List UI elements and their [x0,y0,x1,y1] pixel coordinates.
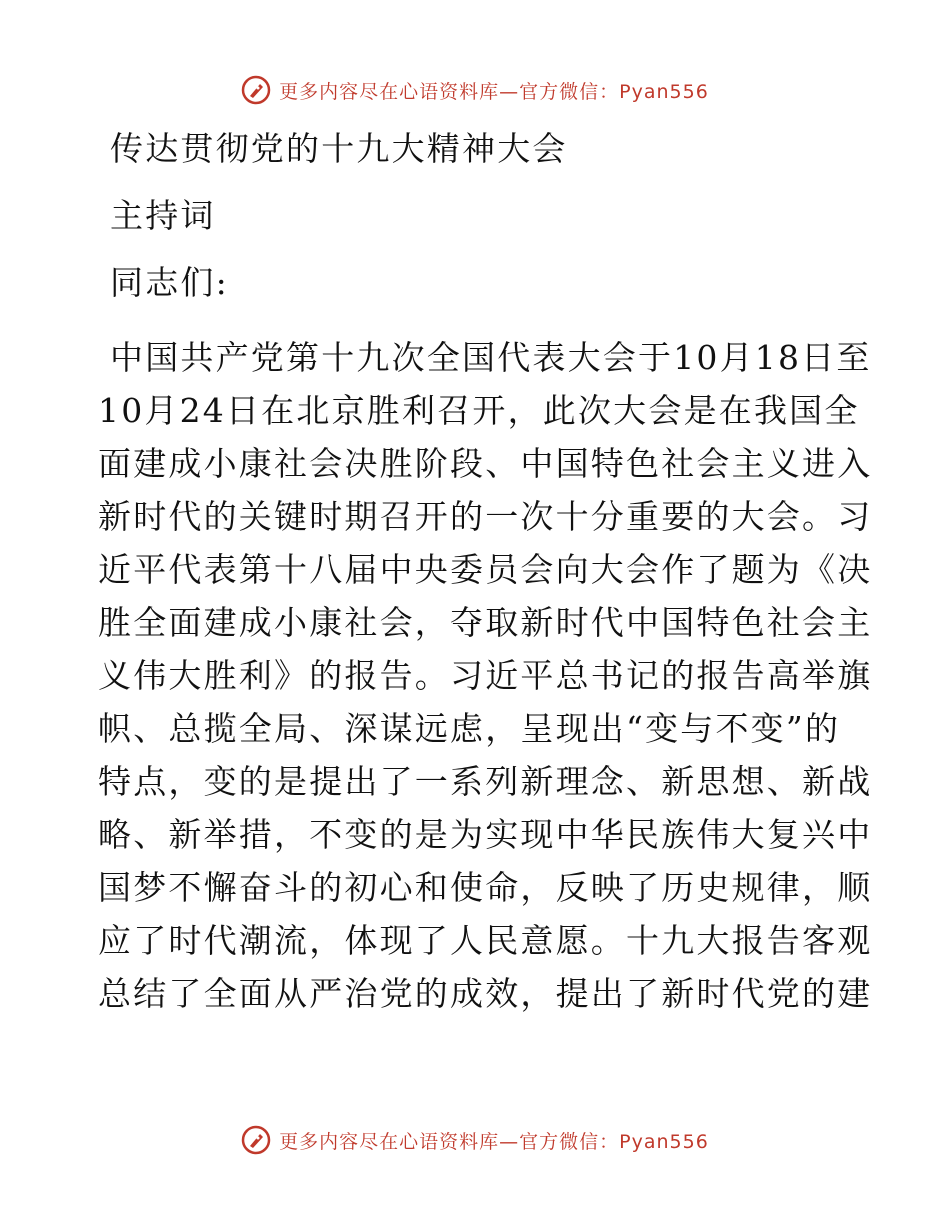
paragraph-line: 帜、总揽全局、深谋远虑，呈现出“变与不变”的 [98,709,841,748]
paragraph-line: 10月24日在北京胜利召开，此次大会是在我国全 [98,391,860,430]
paragraph-line: 国梦不懈奋斗的初心和使命，反映了历史规律，顺 [98,868,873,907]
paragraph-line: 新时代的关键时期召开的一次十分重要的大会。习 [98,497,873,536]
paragraph-line: 胜全面建成小康社会，夺取新时代中国特色社会主 [98,603,873,642]
watermark-text: 更多内容尽在心语资料库—官方微信：Pyan556 [279,1130,709,1153]
footer-watermark [0,1120,950,1160]
pen-nib-logo-icon [241,75,271,105]
paragraph [98,331,873,1020]
paragraph-line: 面建成小康社会决胜阶段、中国特色社会主义进入 [98,444,873,483]
paragraph-line: 特点，变的是提出了一系列新理念、新思想、新战 [98,762,873,801]
paragraph-line: 义伟大胜利》的报告。习近平总书记的报告高举旗 [98,656,873,695]
salutation: 同志们: [110,263,229,302]
document-body [98,122,873,1020]
watermark-text: 更多内容尽在心语资料库—官方微信：Pyan556 [279,80,709,103]
document-subtitle: 主持词 [110,196,216,235]
header-watermark [0,70,950,110]
paragraph-line: 总结了全面从严治党的成效，提出了新时代党的建 [98,974,873,1013]
paragraph-line: 应了时代潮流，体现了人民意愿。十九大报告客观 [98,921,873,960]
pen-nib-logo-icon [241,1125,271,1155]
paragraph-line: 略、新举措，不变的是为实现中华民族伟大复兴中 [98,815,873,854]
document-title: 传达贯彻党的十九大精神大会 [110,129,568,168]
paragraph-line: 近平代表第十八届中央委员会向大会作了题为《决 [98,550,873,589]
paragraph-line: 中国共产党第十九次全国代表大会于10月18日至 [110,338,872,377]
